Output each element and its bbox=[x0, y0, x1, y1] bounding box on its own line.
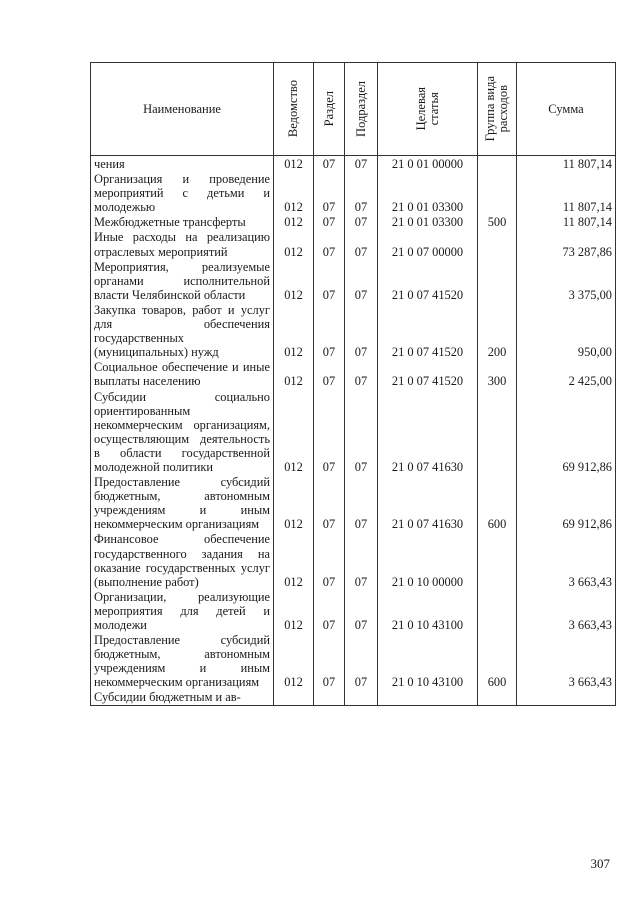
cell-subsection: 07 bbox=[345, 531, 378, 588]
cell-section bbox=[314, 689, 345, 705]
cell-exptype: 200 bbox=[478, 302, 517, 359]
cell-target: 21 0 07 41630 bbox=[378, 389, 478, 475]
cell-exptype bbox=[478, 156, 517, 172]
cell-subsection: 07 bbox=[345, 229, 378, 258]
cell-target: 21 0 07 41630 bbox=[378, 474, 478, 531]
cell-name: Предоставление субсидий бюджетным, автономным учреждениям и иным некоммерческим организациям bbox=[91, 632, 274, 689]
cell-name: Организация и проведение мероприятий с детьми и молодежью bbox=[91, 171, 274, 214]
table-row bbox=[91, 359, 616, 388]
table-row bbox=[91, 302, 616, 359]
cell-name: Предоставление субсидий бюджетным, автономным учреждениям и иным некоммерческим организациям bbox=[91, 474, 274, 531]
table-row bbox=[91, 259, 616, 302]
cell-name: Мероприятия, реализуемые органами исполнительной власти Челябинской области bbox=[91, 259, 274, 302]
cell-sum: 950,00 bbox=[517, 302, 616, 359]
cell-exptype bbox=[478, 589, 517, 632]
cell-name: Межбюджетные трансферты bbox=[91, 214, 274, 229]
cell-dept: 012 bbox=[274, 229, 314, 258]
cell-sum: 11 807,14 bbox=[517, 171, 616, 214]
table-row bbox=[91, 589, 616, 632]
cell-dept: 012 bbox=[274, 214, 314, 229]
cell-subsection bbox=[345, 689, 378, 705]
cell-dept: 012 bbox=[274, 632, 314, 689]
cell-exptype: 300 bbox=[478, 359, 517, 388]
cell-section: 07 bbox=[314, 302, 345, 359]
cell-sum: 3 663,43 bbox=[517, 632, 616, 689]
cell-subsection: 07 bbox=[345, 474, 378, 531]
cell-section: 07 bbox=[314, 214, 345, 229]
cell-section: 07 bbox=[314, 632, 345, 689]
cell-subsection: 07 bbox=[345, 389, 378, 475]
cell-sum: 3 375,00 bbox=[517, 259, 616, 302]
cell-name: Социальное обеспечение и иные выплаты населению bbox=[91, 359, 274, 388]
cell-section: 07 bbox=[314, 156, 345, 172]
table-row bbox=[91, 531, 616, 588]
cell-name: Закупка товаров, работ и услуг для обеспечения государственных (муниципальных) нужд bbox=[91, 302, 274, 359]
cell-name: Субсидии бюджетным и ав- bbox=[91, 689, 274, 705]
cell-target: 21 0 10 00000 bbox=[378, 531, 478, 588]
column-header-exptype: Группа вида расходов bbox=[478, 63, 517, 156]
cell-exptype bbox=[478, 229, 517, 258]
cell-subsection: 07 bbox=[345, 171, 378, 214]
cell-section: 07 bbox=[314, 531, 345, 588]
table-row bbox=[91, 689, 616, 705]
cell-section: 07 bbox=[314, 171, 345, 214]
cell-subsection: 07 bbox=[345, 156, 378, 172]
column-header-section: Раздел bbox=[314, 63, 345, 156]
cell-target: 21 0 07 41520 bbox=[378, 259, 478, 302]
cell-name: Организации, реализующие мероприятия для детей и молодежи bbox=[91, 589, 274, 632]
table-row bbox=[91, 389, 616, 475]
cell-name: Иные расходы на реализацию отраслевых мероприятий bbox=[91, 229, 274, 258]
cell-sum: 73 287,86 bbox=[517, 229, 616, 258]
cell-dept: 012 bbox=[274, 389, 314, 475]
budget-table bbox=[90, 62, 616, 706]
cell-target: 21 0 01 00000 bbox=[378, 156, 478, 172]
table-row bbox=[91, 156, 616, 172]
cell-dept: 012 bbox=[274, 359, 314, 388]
cell-sum: 2 425,00 bbox=[517, 359, 616, 388]
column-header-target: Целевая статья bbox=[378, 63, 478, 156]
cell-exptype bbox=[478, 689, 517, 705]
cell-section: 07 bbox=[314, 389, 345, 475]
cell-section: 07 bbox=[314, 229, 345, 258]
cell-exptype: 600 bbox=[478, 474, 517, 531]
cell-sum: 11 807,14 bbox=[517, 214, 616, 229]
cell-exptype bbox=[478, 259, 517, 302]
cell-section: 07 bbox=[314, 359, 345, 388]
cell-sum: 69 912,86 bbox=[517, 474, 616, 531]
cell-target: 21 0 01 03300 bbox=[378, 171, 478, 214]
cell-name: чения bbox=[91, 156, 274, 172]
cell-exptype: 600 bbox=[478, 632, 517, 689]
table-row bbox=[91, 632, 616, 689]
cell-section: 07 bbox=[314, 589, 345, 632]
cell-exptype bbox=[478, 171, 517, 214]
cell-sum: 3 663,43 bbox=[517, 589, 616, 632]
cell-target: 21 0 10 43100 bbox=[378, 632, 478, 689]
cell-name: Субсидии социально ориентированным некоммерческим организациям, осуществляющим деятельность в области государственной молодежной политики bbox=[91, 389, 274, 475]
cell-dept bbox=[274, 689, 314, 705]
cell-dept: 012 bbox=[274, 474, 314, 531]
table-body bbox=[91, 156, 616, 706]
cell-dept: 012 bbox=[274, 589, 314, 632]
column-header-subsection: Подраздел bbox=[345, 63, 378, 156]
cell-subsection: 07 bbox=[345, 632, 378, 689]
cell-target: 21 0 07 00000 bbox=[378, 229, 478, 258]
cell-subsection: 07 bbox=[345, 214, 378, 229]
column-header-dept: Ведомство bbox=[274, 63, 314, 156]
cell-sum: 11 807,14 bbox=[517, 156, 616, 172]
cell-target: 21 0 07 41520 bbox=[378, 302, 478, 359]
cell-sum bbox=[517, 689, 616, 705]
cell-exptype bbox=[478, 531, 517, 588]
cell-section: 07 bbox=[314, 259, 345, 302]
cell-section: 07 bbox=[314, 474, 345, 531]
page-number: 307 bbox=[590, 856, 610, 871]
cell-subsection: 07 bbox=[345, 259, 378, 302]
cell-dept: 012 bbox=[274, 171, 314, 214]
column-header-sum: Сумма bbox=[517, 63, 616, 156]
cell-target: 21 0 07 41520 bbox=[378, 359, 478, 388]
table-row bbox=[91, 171, 616, 214]
cell-target: 21 0 10 43100 bbox=[378, 589, 478, 632]
table-row bbox=[91, 474, 616, 531]
table-row bbox=[91, 229, 616, 258]
cell-dept: 012 bbox=[274, 259, 314, 302]
cell-name: Финансовое обеспечение государственного задания на оказание государственных услуг (выполнение работ) bbox=[91, 531, 274, 588]
cell-dept: 012 bbox=[274, 156, 314, 172]
cell-target bbox=[378, 689, 478, 705]
cell-exptype: 500 bbox=[478, 214, 517, 229]
cell-dept: 012 bbox=[274, 531, 314, 588]
cell-sum: 3 663,43 bbox=[517, 531, 616, 588]
cell-subsection: 07 bbox=[345, 302, 378, 359]
cell-dept: 012 bbox=[274, 302, 314, 359]
table-row bbox=[91, 214, 616, 229]
cell-sum: 69 912,86 bbox=[517, 389, 616, 475]
table-header-row bbox=[91, 63, 616, 156]
cell-subsection: 07 bbox=[345, 589, 378, 632]
column-header-name: Наименование bbox=[91, 63, 274, 156]
cell-exptype bbox=[478, 389, 517, 475]
cell-target: 21 0 01 03300 bbox=[378, 214, 478, 229]
cell-subsection: 07 bbox=[345, 359, 378, 388]
